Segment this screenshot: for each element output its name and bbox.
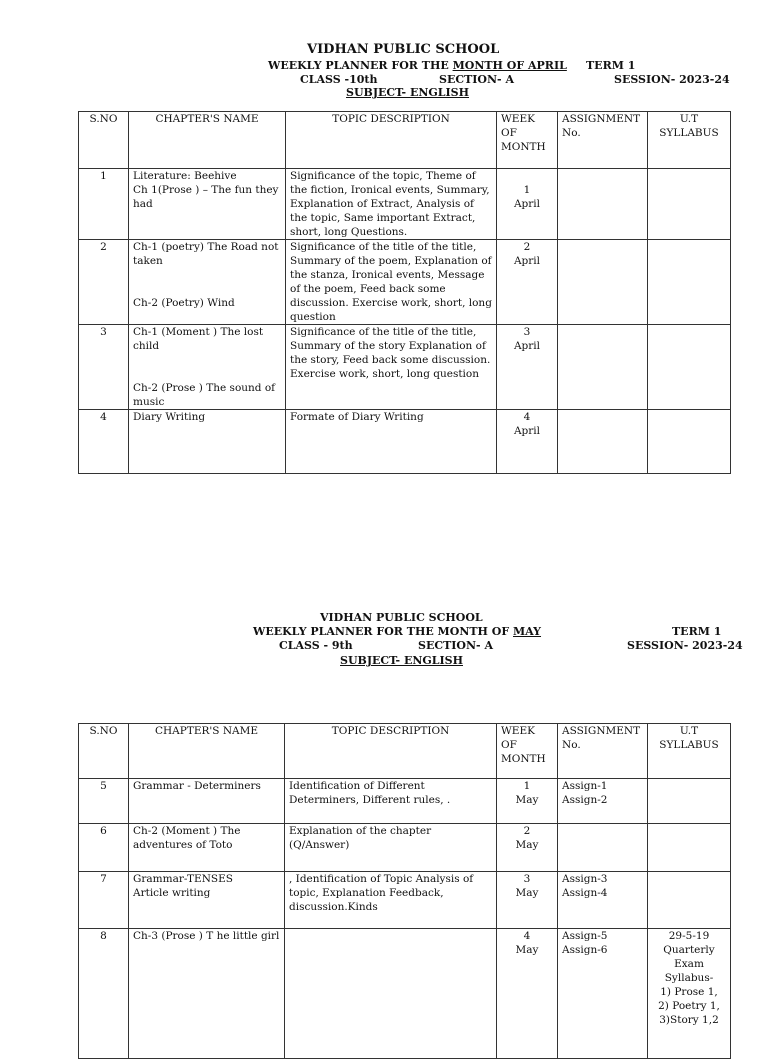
cell-ut	[648, 824, 731, 872]
col-header-ut: U.T SYLLABUS	[648, 724, 731, 779]
table-row	[79, 410, 731, 474]
cell-chapter	[129, 872, 285, 929]
cell-topic: Formate of Diary Writing	[286, 410, 497, 474]
subject-label: SUBJECT- ENGLISH	[346, 86, 469, 99]
ut-syllabus-line: 1) Prose 1,	[660, 986, 718, 998]
chapter-line: Ch 1(Prose ) – The fun they had	[133, 184, 279, 210]
cell-assignment	[558, 410, 648, 474]
section-label: SECTION- A	[439, 73, 514, 86]
week-number: 2	[523, 825, 531, 837]
col-header-topic: TOPIC DESCRIPTION	[285, 724, 497, 779]
assignment-item: Assign-6	[562, 944, 608, 956]
col-header-week: WEEK OF MONTH	[497, 724, 558, 779]
cell-assignment	[558, 872, 648, 929]
cell-assignment	[558, 824, 648, 872]
cell-chapter: Diary Writing	[129, 410, 286, 474]
cell-sno: 6	[79, 824, 129, 872]
school-name: VIDHAN PUBLIC SCHOOL	[320, 611, 483, 624]
ut-syllabus-line: 29-5-19	[668, 930, 710, 942]
col-header-sno: S.NO	[79, 724, 129, 779]
chapter-line: Ch-1 (poetry) The Road not taken	[133, 241, 279, 267]
cell-chapter: Grammar - Determiners	[129, 779, 285, 824]
cell-week	[497, 240, 558, 325]
cell-week	[497, 410, 558, 474]
planner-title-prefix: WEEKLY PLANNER FOR THE	[268, 59, 453, 72]
week-number: 4	[523, 930, 531, 942]
col-header-sno: S.NO	[79, 112, 129, 169]
cell-sno: 5	[79, 779, 129, 824]
cell-ut	[648, 929, 731, 1059]
chapter-line: Article writing	[133, 887, 211, 899]
section-label: SECTION- A	[418, 639, 493, 652]
week-month: April	[513, 340, 541, 352]
cell-topic: Significance of the title of the title, Summary of the poem, Explanation of the stanza, Ironical events, Message of the poem, Feed back some discussion. Exercise work, short, long question	[286, 240, 497, 325]
week-number: 1	[523, 780, 531, 792]
cell-assignment	[558, 169, 648, 240]
ut-syllabus-line: 3)Story 1,2	[659, 1014, 719, 1026]
col-header-week: WEEK OF MONTH	[497, 112, 558, 169]
cell-sno: 2	[79, 240, 129, 325]
col-header-chapter: CHAPTER'S NAME	[129, 112, 286, 169]
week-month: May	[515, 887, 539, 899]
table-row	[79, 169, 731, 240]
cell-assignment	[558, 240, 648, 325]
cell-topic: Significance of the title of the title, Summary of the story Explanation of the story, Feed back some discussion. Exercise work, short, long question	[286, 325, 497, 410]
week-number: 1	[523, 184, 531, 196]
cell-topic: Explanation of the chapter (Q/Answer)	[285, 824, 497, 872]
table-row	[79, 872, 731, 929]
cell-sno: 4	[79, 410, 129, 474]
col-header-assignment: ASSIGNMENT No.	[558, 724, 648, 779]
cell-week	[497, 779, 558, 824]
cell-chapter	[129, 240, 286, 325]
ut-syllabus-line: Syllabus-	[664, 972, 714, 984]
chapter-line: Literature: Beehive	[133, 170, 237, 182]
planner-title	[268, 59, 567, 72]
week-month: April	[513, 198, 541, 210]
cell-sno: 8	[79, 929, 129, 1059]
col-header-topic: TOPIC DESCRIPTION	[286, 112, 497, 169]
chapter-line: Ch-2 (Prose ) The sound of music	[133, 382, 276, 408]
cell-assignment	[558, 929, 648, 1059]
class-label: CLASS - 9th	[279, 639, 353, 652]
cell-topic	[285, 929, 497, 1059]
cell-ut	[648, 169, 731, 240]
cell-ut	[648, 779, 731, 824]
cell-week	[497, 929, 558, 1059]
week-month: April	[513, 255, 541, 267]
cell-assignment	[558, 325, 648, 410]
cell-assignment	[558, 779, 648, 824]
cell-ut	[648, 410, 731, 474]
cell-sno: 1	[79, 169, 129, 240]
ut-syllabus-line: 2) Poetry 1,	[658, 1000, 720, 1012]
assignment-item: Assign-3	[562, 873, 608, 885]
table-header-row	[79, 112, 731, 169]
term-label: TERM 1	[586, 59, 636, 72]
chapter-line: Ch-2 (Poetry) Wind	[133, 297, 235, 309]
ut-syllabus-line: Quarterly	[663, 944, 715, 956]
col-header-ut: U.T SYLLABUS	[648, 112, 731, 169]
cell-chapter	[129, 169, 286, 240]
assignment-item: Assign-5	[562, 930, 608, 942]
cell-week	[497, 872, 558, 929]
planner-table-april	[78, 111, 731, 474]
assignment-item: Assign-4	[562, 887, 608, 899]
planner-month: MAY	[513, 625, 542, 638]
week-number: 3	[523, 873, 531, 885]
col-header-assignment: ASSIGNMENT No.	[558, 112, 648, 169]
table-row	[79, 240, 731, 325]
cell-topic: Significance of the topic, Theme of the fiction, Ironical events, Summary, Explanation of Extract, Analysis of the topic, Same important Extract, short, long Questions.	[286, 169, 497, 240]
cell-chapter: Ch-3 (Prose ) T he little girl	[129, 929, 285, 1059]
week-month: April	[513, 425, 541, 437]
planner-title-prefix: WEEKLY PLANNER FOR THE MONTH OF	[253, 625, 513, 638]
cell-topic: Identification of Different Determiners, Different rules, .	[285, 779, 497, 824]
col-header-chapter: CHAPTER'S NAME	[129, 724, 285, 779]
week-month: May	[515, 944, 539, 956]
week-number: 4	[523, 411, 531, 423]
planner-table-may	[78, 723, 731, 1059]
cell-week	[497, 325, 558, 410]
class-label: CLASS -10th	[300, 73, 378, 86]
table-row	[79, 824, 731, 872]
cell-week	[497, 824, 558, 872]
chapter-line: Grammar-TENSES	[133, 873, 233, 885]
assignment-item: Assign-1	[562, 780, 608, 792]
chapter-line: Ch-1 (Moment ) The lost child	[133, 326, 264, 352]
cell-chapter: Ch-2 (Moment ) The adventures of Toto	[129, 824, 285, 872]
planner-title	[253, 625, 541, 638]
table-row	[79, 779, 731, 824]
cell-week	[497, 169, 558, 240]
week-number: 2	[523, 241, 531, 253]
week-month: May	[515, 839, 539, 851]
ut-syllabus-line: Exam	[674, 958, 704, 970]
session-label: SESSION- 2023-24	[627, 639, 743, 652]
cell-topic: , Identification of Topic Analysis of topic, Explanation Feedback, discussion.Kinds	[285, 872, 497, 929]
planner-month: MONTH OF APRIL	[452, 59, 567, 72]
table-header-row	[79, 724, 731, 779]
cell-ut	[648, 240, 731, 325]
cell-sno: 3	[79, 325, 129, 410]
assignment-item: Assign-2	[562, 794, 608, 806]
table-row	[79, 325, 731, 410]
session-label: SESSION- 2023-24	[614, 73, 730, 86]
term-label: TERM 1	[672, 625, 722, 638]
cell-ut	[648, 325, 731, 410]
table-row	[79, 929, 731, 1059]
cell-ut	[648, 872, 731, 929]
cell-chapter	[129, 325, 286, 410]
subject-label: SUBJECT- ENGLISH	[340, 654, 463, 667]
week-number: 3	[523, 326, 531, 338]
cell-sno: 7	[79, 872, 129, 929]
week-month: May	[515, 794, 539, 806]
school-name: VIDHAN PUBLIC SCHOOL	[307, 42, 500, 57]
